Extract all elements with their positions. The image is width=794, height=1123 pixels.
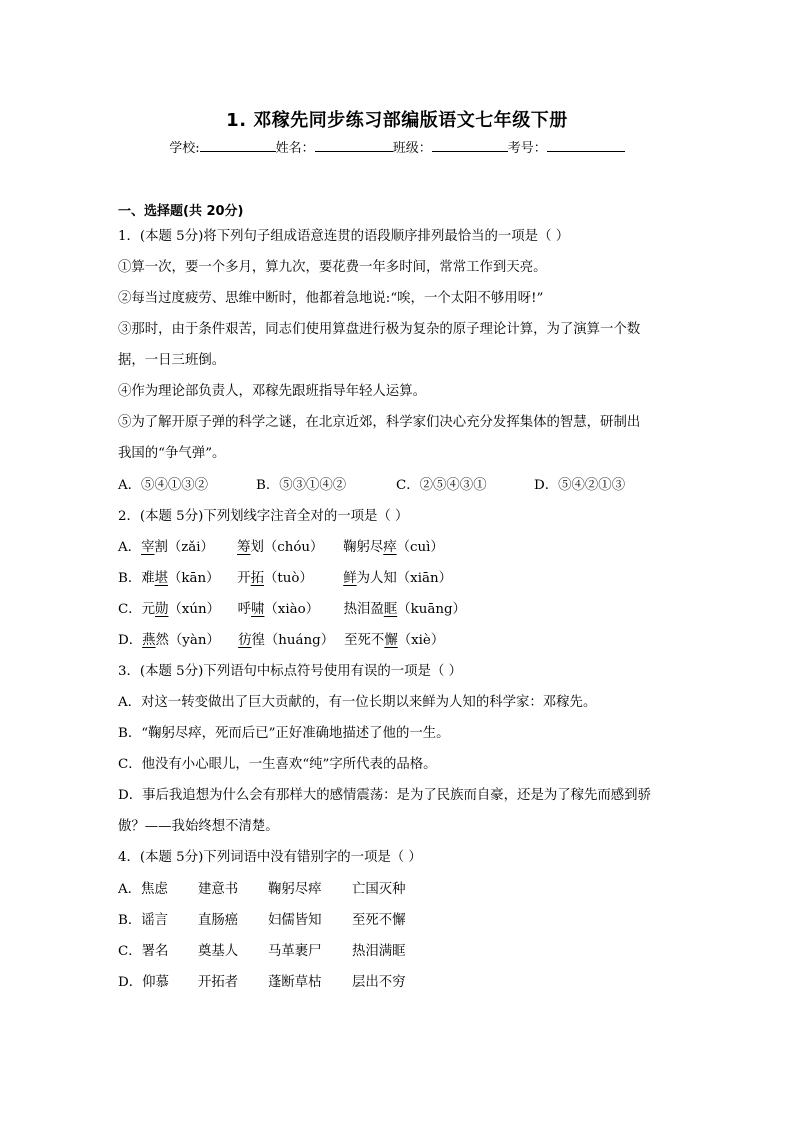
- word: 妇儒皆知: [268, 913, 322, 928]
- q2-b-word-3: [343, 569, 452, 589]
- class-blank[interactable]: [432, 138, 508, 152]
- exam-no-label: 考号：: [507, 141, 547, 156]
- q4-option-b[interactable]: [118, 911, 406, 931]
- word-prefix: 鞠躬尽: [343, 540, 384, 555]
- word: 层出不穷: [352, 975, 406, 990]
- underlined-char: 瘁: [383, 540, 397, 555]
- word-rest: （kān）: [168, 571, 220, 586]
- word-prefix: 元: [141, 602, 156, 617]
- q2-a-word-1: [141, 538, 237, 558]
- page-title: 1. 邓稼先同步练习部编版语文七年级下册: [226, 110, 568, 131]
- word-prefix: 至死不: [344, 633, 385, 648]
- q1-sentence-1: ①算一次，要一个多月，算九次，要花费一年多时间，常常工作到天亮。: [118, 260, 547, 275]
- underlined-char: 燕: [142, 633, 156, 648]
- q1-options: [118, 476, 625, 496]
- q2-option-c[interactable]: [118, 600, 466, 620]
- word-rest: 徨（huáng）: [251, 633, 335, 648]
- q2-option-a[interactable]: [118, 538, 444, 558]
- q2-a-word-3: [343, 538, 444, 558]
- school-blank[interactable]: [200, 138, 276, 152]
- word-rest: 然（yàn）: [155, 633, 220, 648]
- q3-stem: 3．(本题 5分)下列语句中标点符号使用有误的一项是（ ）: [118, 664, 462, 679]
- q1-sentence-2: ②每当过度疲劳、思维中断时，他都着急地说:“唉，一个太阳不够用呀!”: [118, 291, 544, 306]
- q2-option-d[interactable]: [118, 631, 444, 651]
- word-rest: （cuì）: [396, 540, 444, 555]
- word: 马革裹尸: [268, 944, 322, 959]
- word-rest: （xiào）: [264, 602, 320, 617]
- underlined-char: 堪: [154, 571, 169, 586]
- q2-d-word-2: [238, 631, 344, 651]
- word: 奠基人: [198, 944, 239, 959]
- q1-option-c[interactable]: C．②⑤④③①: [396, 478, 487, 493]
- q3-option-d-cont: 傲？——我始终想不清楚。: [118, 819, 279, 834]
- q1-sentence-4: ④作为理论部负责人，邓稼先跟班指导年轻人运算。: [118, 384, 426, 399]
- underlined-char: 筹: [237, 540, 251, 555]
- q2-d-word-1: [142, 631, 238, 651]
- section-heading: 一、选择题(共 20分): [118, 204, 244, 219]
- class-label: 班级：: [392, 141, 432, 156]
- underlined-char: 眶: [383, 602, 398, 617]
- underlined-char: 勋: [155, 602, 169, 617]
- word-rest: （xiè）: [397, 633, 445, 648]
- q4-option-d[interactable]: [118, 973, 406, 993]
- q1-sentence-3b: 据，一日三班倒。: [118, 353, 226, 368]
- underlined-char: 鲜: [343, 571, 357, 586]
- q2-c-word-1: [142, 600, 238, 620]
- word-prefix: 难: [141, 571, 155, 586]
- q1-option-a[interactable]: A．⑤④①③②: [118, 478, 209, 493]
- q4-option-c[interactable]: [118, 942, 406, 962]
- name-blank[interactable]: [315, 138, 393, 152]
- word-rest: （xún）: [168, 602, 221, 617]
- word-prefix: 热泪盈: [343, 602, 384, 617]
- exam-no-blank[interactable]: [547, 138, 625, 152]
- name-label: 姓名：: [275, 141, 315, 156]
- q2-stem: 2．(本题 5分)下列划线字注音全对的一项是（ ）: [118, 509, 409, 524]
- underlined-char: 懈: [384, 633, 398, 648]
- word: A．焦虑: [118, 882, 168, 897]
- q2-b-word-2: [237, 569, 343, 589]
- word-rest: 为人知（xiān）: [356, 571, 453, 586]
- word: 鞠躬尽瘁: [268, 882, 322, 897]
- word-rest: 割（zǎi）: [154, 540, 214, 555]
- word: 直肠癌: [198, 913, 239, 928]
- underlined-char: 宰: [141, 540, 155, 555]
- word: 至死不懈: [352, 913, 406, 928]
- underlined-char: 拓: [250, 571, 265, 586]
- q1-sentence-5b: 我国的“争气弹”。: [118, 446, 226, 461]
- word: 亡国灭种: [352, 882, 406, 897]
- word-rest: 划（chóu）: [250, 540, 324, 555]
- underlined-char: 彷: [238, 633, 252, 648]
- q4-stem: 4．(本题 5分)下列词语中没有错别字的一项是（ ）: [118, 850, 422, 865]
- word-prefix: 开: [237, 571, 251, 586]
- option-letter: A．: [118, 540, 142, 555]
- q3-option-d[interactable]: D．事后我追想为什么会有那样大的感情震荡：是为了民族而自豪，还是为了稼先而感到骄: [118, 788, 651, 803]
- underlined-char: 啸: [251, 602, 265, 617]
- student-info-line: [0, 137, 794, 156]
- q3-option-b[interactable]: B．“鞠躬尽瘁，死而后已”正好准确地描述了他的一生。: [118, 726, 450, 741]
- option-letter: C．: [118, 602, 142, 617]
- q3-option-c[interactable]: C．他没有小心眼儿，一生喜欢“纯”字所代表的品格。: [118, 757, 437, 772]
- word-prefix: 呼: [237, 602, 252, 617]
- word: D．仰慕: [118, 975, 169, 990]
- q2-option-b[interactable]: [118, 569, 452, 589]
- word: B．谣言: [118, 913, 169, 928]
- word: 热泪满眶: [352, 944, 406, 959]
- word-rest: （kuāng）: [397, 602, 466, 617]
- word: 开拓者: [198, 975, 239, 990]
- q2-c-word-2: [238, 600, 344, 620]
- option-letter: B．: [118, 571, 142, 586]
- school-label: 学校:: [169, 141, 200, 156]
- word: C．署名: [118, 944, 169, 959]
- word: 建意书: [198, 882, 239, 897]
- q2-a-word-2: [237, 538, 343, 558]
- q1-option-d[interactable]: D．⑤④②①③: [534, 478, 626, 493]
- q2-b-word-1: [141, 569, 237, 589]
- q1-stem: 1．(本题 5分)将下列句子组成语意连贯的语段顺序排列最恰当的一项是（ ）: [118, 229, 570, 244]
- q1-sentence-3a: ③那时，由于条件艰苦，同志们使用算盘进行极为复杂的原子理论计算，为了演算一个数: [118, 322, 641, 337]
- q4-option-a[interactable]: [118, 880, 406, 900]
- q3-option-a[interactable]: A．对这一转变做出了巨大贡献的，有一位长期以来鲜为人知的科学家：邓稼先。: [118, 695, 597, 710]
- q2-d-word-3: [344, 631, 444, 651]
- q2-c-word-3: [344, 600, 466, 620]
- option-letter: D．: [118, 633, 143, 648]
- q1-option-b[interactable]: B．⑤③①④②: [256, 478, 347, 493]
- word: 蓬断草枯: [268, 975, 322, 990]
- word-rest: （tuò）: [264, 571, 313, 586]
- q1-sentence-5a: ⑤为了解开原子弹的科学之谜，在北京近郊，科学家们决心充分发挥集体的智慧，研制出: [118, 415, 641, 430]
